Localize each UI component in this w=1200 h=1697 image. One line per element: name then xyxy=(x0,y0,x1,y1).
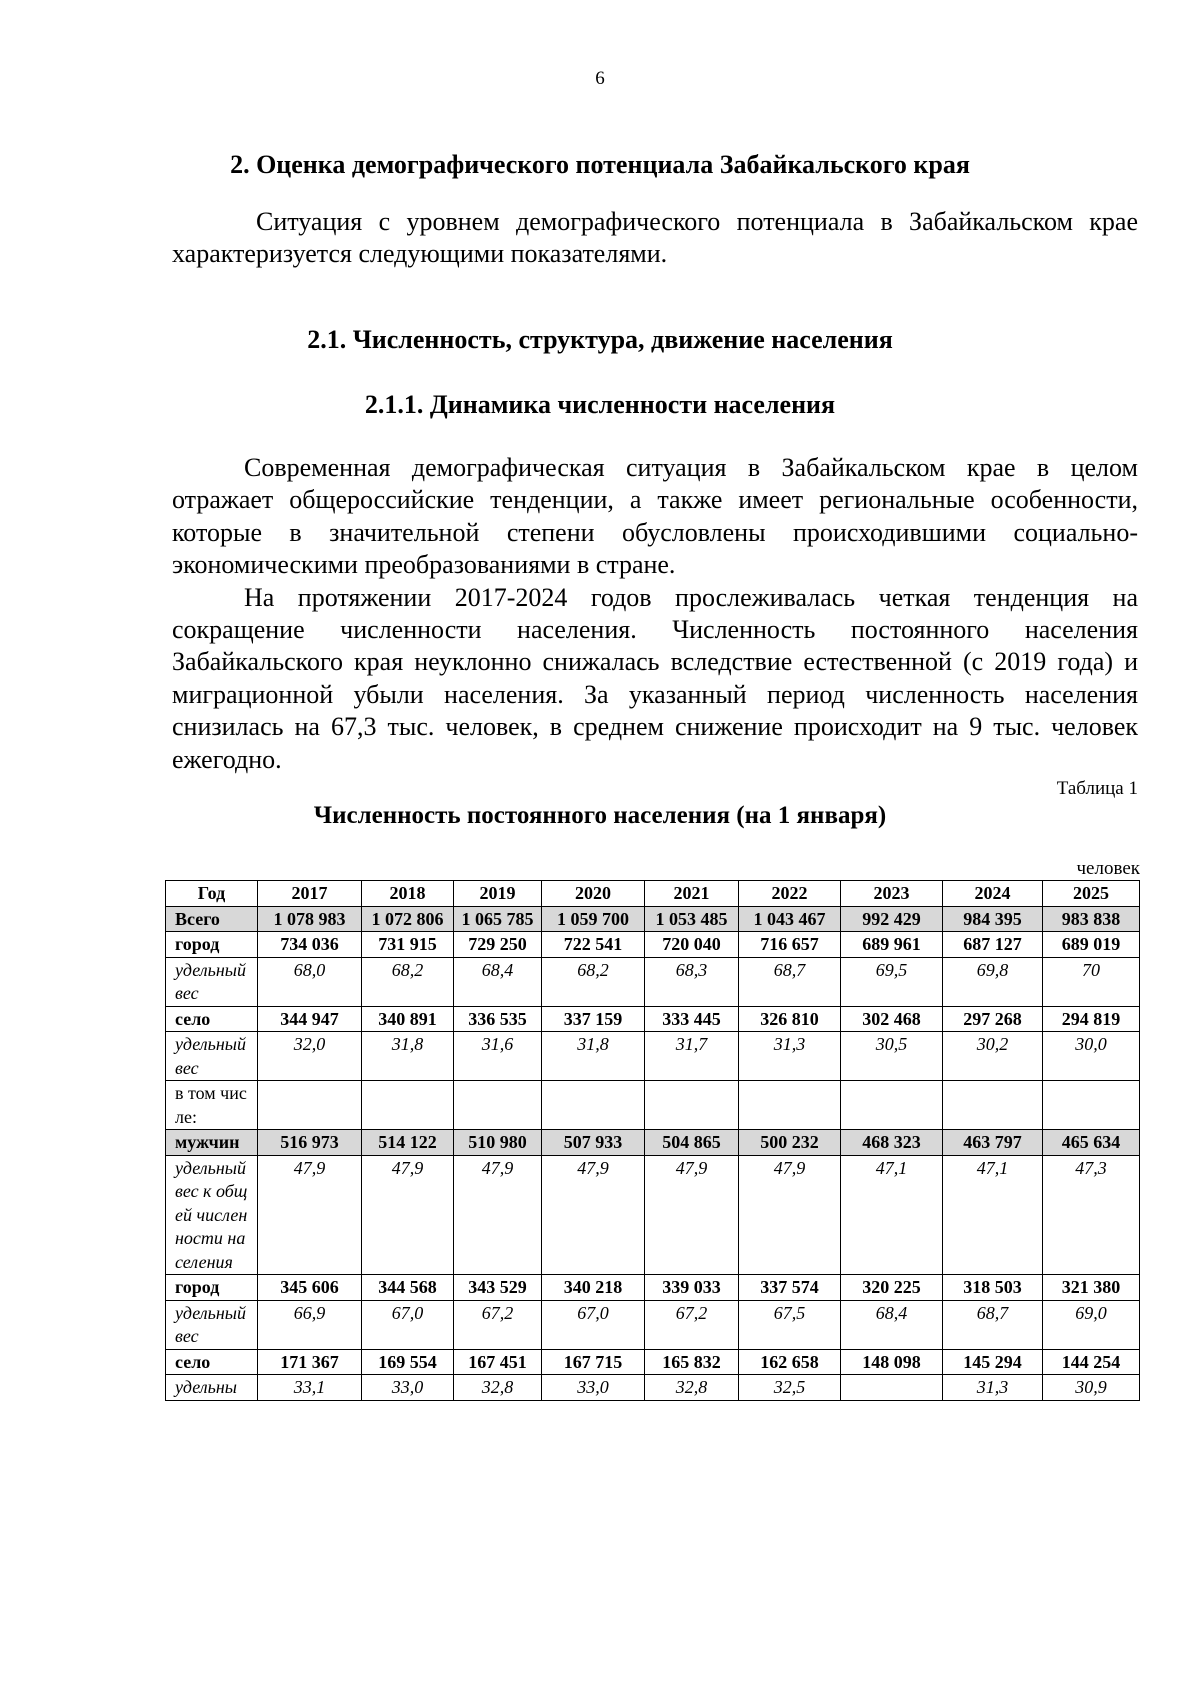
table-cell xyxy=(739,1081,841,1130)
table-cell: 31,3 xyxy=(739,1032,841,1081)
row-label: удельный вес xyxy=(166,957,258,1006)
table-cell: 145 294 xyxy=(943,1349,1043,1375)
table-cell: 344 947 xyxy=(258,1006,362,1032)
table-cell: 68,7 xyxy=(739,957,841,1006)
table-cell: 343 529 xyxy=(454,1275,542,1301)
row-label: город xyxy=(166,1275,258,1301)
table-cell: 47,9 xyxy=(645,1155,739,1275)
table-cell: 69,5 xyxy=(841,957,943,1006)
table-cell: 339 033 xyxy=(645,1275,739,1301)
table-cell: 337 574 xyxy=(739,1275,841,1301)
table-cell: 729 250 xyxy=(454,932,542,958)
table-cell: 507 933 xyxy=(542,1130,645,1156)
table-cell: 33,1 xyxy=(258,1375,362,1401)
header-cell: 2019 xyxy=(454,881,542,907)
table-cell: 67,0 xyxy=(362,1300,454,1349)
table-cell: 336 535 xyxy=(454,1006,542,1032)
row-label: удельный вес xyxy=(166,1300,258,1349)
header-cell: 2023 xyxy=(841,881,943,907)
table-cell: 31,7 xyxy=(645,1032,739,1081)
table-cell: 30,9 xyxy=(1043,1375,1140,1401)
table-cell: 337 159 xyxy=(542,1006,645,1032)
table-cell: 731 915 xyxy=(362,932,454,958)
row-label: село xyxy=(166,1006,258,1032)
table-cell: 1 072 806 xyxy=(362,906,454,932)
table-cell: 689 019 xyxy=(1043,932,1140,958)
table-cell: 66,9 xyxy=(258,1300,362,1349)
table-cell: 47,9 xyxy=(739,1155,841,1275)
table-cell: 68,4 xyxy=(454,957,542,1006)
table-cell: 162 658 xyxy=(739,1349,841,1375)
table-cell xyxy=(542,1081,645,1130)
row-label: Всего xyxy=(166,906,258,932)
table-cell: 294 819 xyxy=(1043,1006,1140,1032)
section-heading: 2.1. Численность, структура, движение населения xyxy=(307,325,893,354)
table-cell: 687 127 xyxy=(943,932,1043,958)
header-cell: 2017 xyxy=(258,881,362,907)
row-label: удельный вес xyxy=(166,1032,258,1081)
table-cell xyxy=(841,1375,943,1401)
table-cell: 1 059 700 xyxy=(542,906,645,932)
table-cell: 516 973 xyxy=(258,1130,362,1156)
table-cell: 30,5 xyxy=(841,1032,943,1081)
table-cell: 67,0 xyxy=(542,1300,645,1349)
table-cell: 468 323 xyxy=(841,1130,943,1156)
table-cell: 500 232 xyxy=(739,1130,841,1156)
table-cell: 504 865 xyxy=(645,1130,739,1156)
table-row xyxy=(166,1006,1140,1032)
table-row xyxy=(166,932,1140,958)
table-cell: 345 606 xyxy=(258,1275,362,1301)
table-cell: 320 225 xyxy=(841,1275,943,1301)
table-cell: 689 961 xyxy=(841,932,943,958)
table-cell: 47,9 xyxy=(542,1155,645,1275)
table-cell: 67,5 xyxy=(739,1300,841,1349)
population-table xyxy=(165,880,1140,1401)
header-cell: 2021 xyxy=(645,881,739,907)
row-label: в том числе: xyxy=(166,1081,258,1130)
table-label: Таблица 1 xyxy=(1056,778,1138,799)
table-cell: 983 838 xyxy=(1043,906,1140,932)
header-cell: 2018 xyxy=(362,881,454,907)
header-cell: Год xyxy=(166,881,258,907)
table-cell: 32,8 xyxy=(454,1375,542,1401)
header-cell: 2025 xyxy=(1043,881,1140,907)
table-row xyxy=(166,906,1140,932)
table-cell: 321 380 xyxy=(1043,1275,1140,1301)
table-cell: 47,9 xyxy=(258,1155,362,1275)
paragraph-1: Современная демографическая ситуация в Забайкальском крае в целом отражает общероссийские тенденции, а также имеет региональные особенности, которые в значительной степени обусловлены происходившими социально-экономическими преобразованиями в стране. xyxy=(172,453,1138,580)
table-cell: 1 065 785 xyxy=(454,906,542,932)
table-row xyxy=(166,1081,1140,1130)
table-title: Численность постоянного населения (на 1 января) xyxy=(313,802,887,829)
table-cell: 47,9 xyxy=(454,1155,542,1275)
row-label: мужчин xyxy=(166,1130,258,1156)
table-cell: 167 451 xyxy=(454,1349,542,1375)
table-cell: 171 367 xyxy=(258,1349,362,1375)
table-cell: 510 980 xyxy=(454,1130,542,1156)
table-cell: 47,9 xyxy=(362,1155,454,1275)
table-row xyxy=(166,1032,1140,1081)
table-cell: 31,8 xyxy=(362,1032,454,1081)
table-cell: 31,6 xyxy=(454,1032,542,1081)
table-row xyxy=(166,1155,1140,1275)
table-cell: 67,2 xyxy=(454,1300,542,1349)
table-cell: 32,0 xyxy=(258,1032,362,1081)
row-label: удельный вес к общей численности населения xyxy=(166,1155,258,1275)
table-cell: 33,0 xyxy=(542,1375,645,1401)
table-cell xyxy=(943,1081,1043,1130)
table-cell xyxy=(362,1081,454,1130)
table-cell: 169 554 xyxy=(362,1349,454,1375)
table-cell: 68,2 xyxy=(542,957,645,1006)
table-row xyxy=(166,1300,1140,1349)
table-cell: 31,8 xyxy=(542,1032,645,1081)
table-cell: 992 429 xyxy=(841,906,943,932)
table-cell: 984 395 xyxy=(943,906,1043,932)
intro-paragraph xyxy=(172,206,1138,271)
table-cell: 340 891 xyxy=(362,1006,454,1032)
page-number: 6 xyxy=(595,68,605,89)
table-cell xyxy=(1043,1081,1140,1130)
table-cell: 68,2 xyxy=(362,957,454,1006)
table-cell: 716 657 xyxy=(739,932,841,958)
table-cell: 720 040 xyxy=(645,932,739,958)
table-cell: 67,2 xyxy=(645,1300,739,1349)
table-cell: 514 122 xyxy=(362,1130,454,1156)
table-cell: 47,1 xyxy=(841,1155,943,1275)
table-cell: 68,0 xyxy=(258,957,362,1006)
body-text xyxy=(172,452,1138,776)
table-cell: 31,3 xyxy=(943,1375,1043,1401)
table-cell: 167 715 xyxy=(542,1349,645,1375)
table-cell: 30,0 xyxy=(1043,1032,1140,1081)
table-body xyxy=(166,906,1140,1400)
table-cell: 69,0 xyxy=(1043,1300,1140,1349)
table-cell: 344 568 xyxy=(362,1275,454,1301)
table-cell: 1 053 485 xyxy=(645,906,739,932)
table-cell: 1 078 983 xyxy=(258,906,362,932)
table-cell: 722 541 xyxy=(542,932,645,958)
table-cell: 144 254 xyxy=(1043,1349,1140,1375)
table-cell: 33,0 xyxy=(362,1375,454,1401)
table-cell: 463 797 xyxy=(943,1130,1043,1156)
table-cell: 302 468 xyxy=(841,1006,943,1032)
table-cell: 68,3 xyxy=(645,957,739,1006)
table-cell: 47,1 xyxy=(943,1155,1043,1275)
table-cell: 32,5 xyxy=(739,1375,841,1401)
table-units: человек xyxy=(1076,858,1140,879)
row-label: удельны xyxy=(166,1375,258,1401)
table-cell: 318 503 xyxy=(943,1275,1043,1301)
subsection-heading: 2.1.1. Динамика численности населения xyxy=(364,390,836,419)
table-cell: 148 098 xyxy=(841,1349,943,1375)
table-cell: 30,2 xyxy=(943,1032,1043,1081)
table-cell: 68,4 xyxy=(841,1300,943,1349)
table-row xyxy=(166,1375,1140,1401)
table-cell: 340 218 xyxy=(542,1275,645,1301)
table-cell: 165 832 xyxy=(645,1349,739,1375)
table-cell: 1 043 467 xyxy=(739,906,841,932)
table-cell xyxy=(258,1081,362,1130)
table-cell xyxy=(841,1081,943,1130)
table-row xyxy=(166,1130,1140,1156)
table-cell xyxy=(454,1081,542,1130)
table-cell: 69,8 xyxy=(943,957,1043,1006)
table-cell xyxy=(645,1081,739,1130)
table-row xyxy=(166,1349,1140,1375)
header-cell: 2022 xyxy=(739,881,841,907)
table-cell: 32,8 xyxy=(645,1375,739,1401)
table-row xyxy=(166,1275,1140,1301)
table-cell: 70 xyxy=(1043,957,1140,1006)
row-label: город xyxy=(166,932,258,958)
header-cell: 2024 xyxy=(943,881,1043,907)
table-cell: 297 268 xyxy=(943,1006,1043,1032)
row-label: село xyxy=(166,1349,258,1375)
header-cell: 2020 xyxy=(542,881,645,907)
table-row xyxy=(166,957,1140,1006)
table-header-row xyxy=(166,881,1140,907)
intro-text: Ситуация с уровнем демографического потенциала в Забайкальском крае характеризуется следующими показателями. xyxy=(172,207,1138,269)
table-cell: 47,3 xyxy=(1043,1155,1140,1275)
main-heading: 2. Оценка демографического потенциала Забайкальского края xyxy=(230,150,970,179)
table-cell: 326 810 xyxy=(739,1006,841,1032)
paragraph-2: На протяжении 2017-2024 годов прослеживалась четкая тенденция на сокращение численности населения. Численность постоянного населения Забайкальского края неуклонно снижалась вследствие естественной (с 2019 года) и миграционной убыли населения. За указанный период численность населения снизилась на 67,3 тыс. человек, в среднем снижение происходит на 9 тыс. человек ежегодно. xyxy=(172,582,1138,774)
table-cell: 333 445 xyxy=(645,1006,739,1032)
table-cell: 68,7 xyxy=(943,1300,1043,1349)
table-cell: 465 634 xyxy=(1043,1130,1140,1156)
table-cell: 734 036 xyxy=(258,932,362,958)
